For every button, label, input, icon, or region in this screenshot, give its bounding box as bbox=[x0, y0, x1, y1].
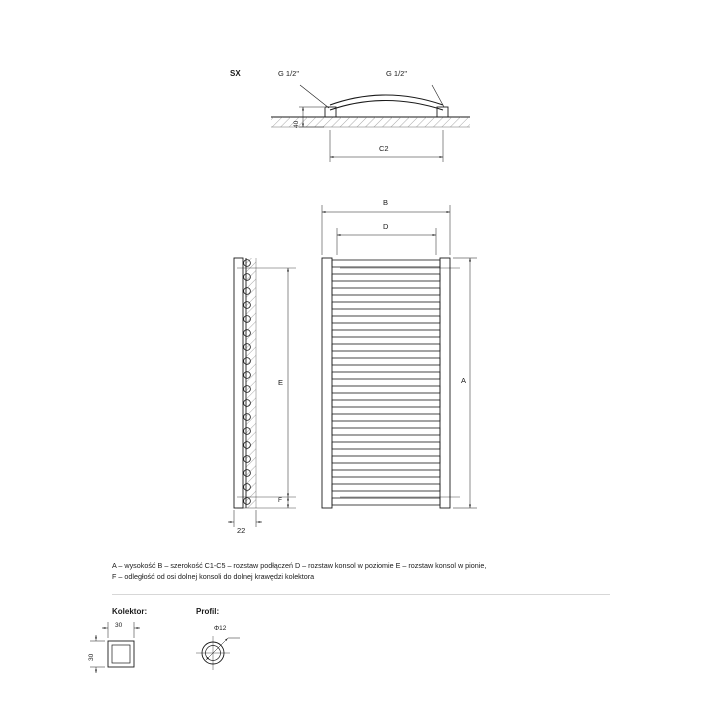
section-divider bbox=[112, 594, 610, 595]
side-view-bracket-v-label: E bbox=[278, 378, 284, 387]
side-view-group bbox=[228, 258, 296, 527]
collector-width-label: 30 bbox=[115, 622, 123, 629]
legend-line-1: A – wysokość B – szerokość C1-C5 – rozstaw podłączeń D – rozstaw konsol w poziomie E – rozstaw konsol w pionie, bbox=[112, 561, 487, 570]
top-view-right-port-label: G 1/2" bbox=[386, 69, 408, 78]
top-view-depth-label: 40 bbox=[293, 120, 300, 128]
collector-detail-title: Kolektor: bbox=[112, 607, 148, 616]
front-view-group bbox=[322, 205, 477, 508]
top-view-left-port-label: G 1/2" bbox=[278, 69, 300, 78]
side-view-bottom-offset-label: F bbox=[278, 497, 282, 504]
legend-line-2: F – odległość od osi dolnej konsoli do dolnej krawędzi kolektora bbox=[112, 572, 315, 581]
profile-diameter-label: Φ12 bbox=[214, 625, 227, 632]
profile-detail-title: Profil: bbox=[196, 607, 220, 616]
top-view-span-label: C2 bbox=[379, 144, 389, 153]
collector-height-label: 30 bbox=[88, 653, 95, 661]
top-view-group bbox=[271, 85, 470, 162]
front-view-width-label: B bbox=[383, 198, 389, 207]
profile-detail-group bbox=[196, 636, 240, 670]
collector-detail-group bbox=[90, 622, 140, 673]
front-view-height-label: A bbox=[461, 376, 467, 385]
side-view-depth-label: 22 bbox=[237, 526, 246, 535]
front-view-bracket-h-label: D bbox=[383, 222, 389, 231]
view-code-label: SX bbox=[230, 69, 241, 78]
